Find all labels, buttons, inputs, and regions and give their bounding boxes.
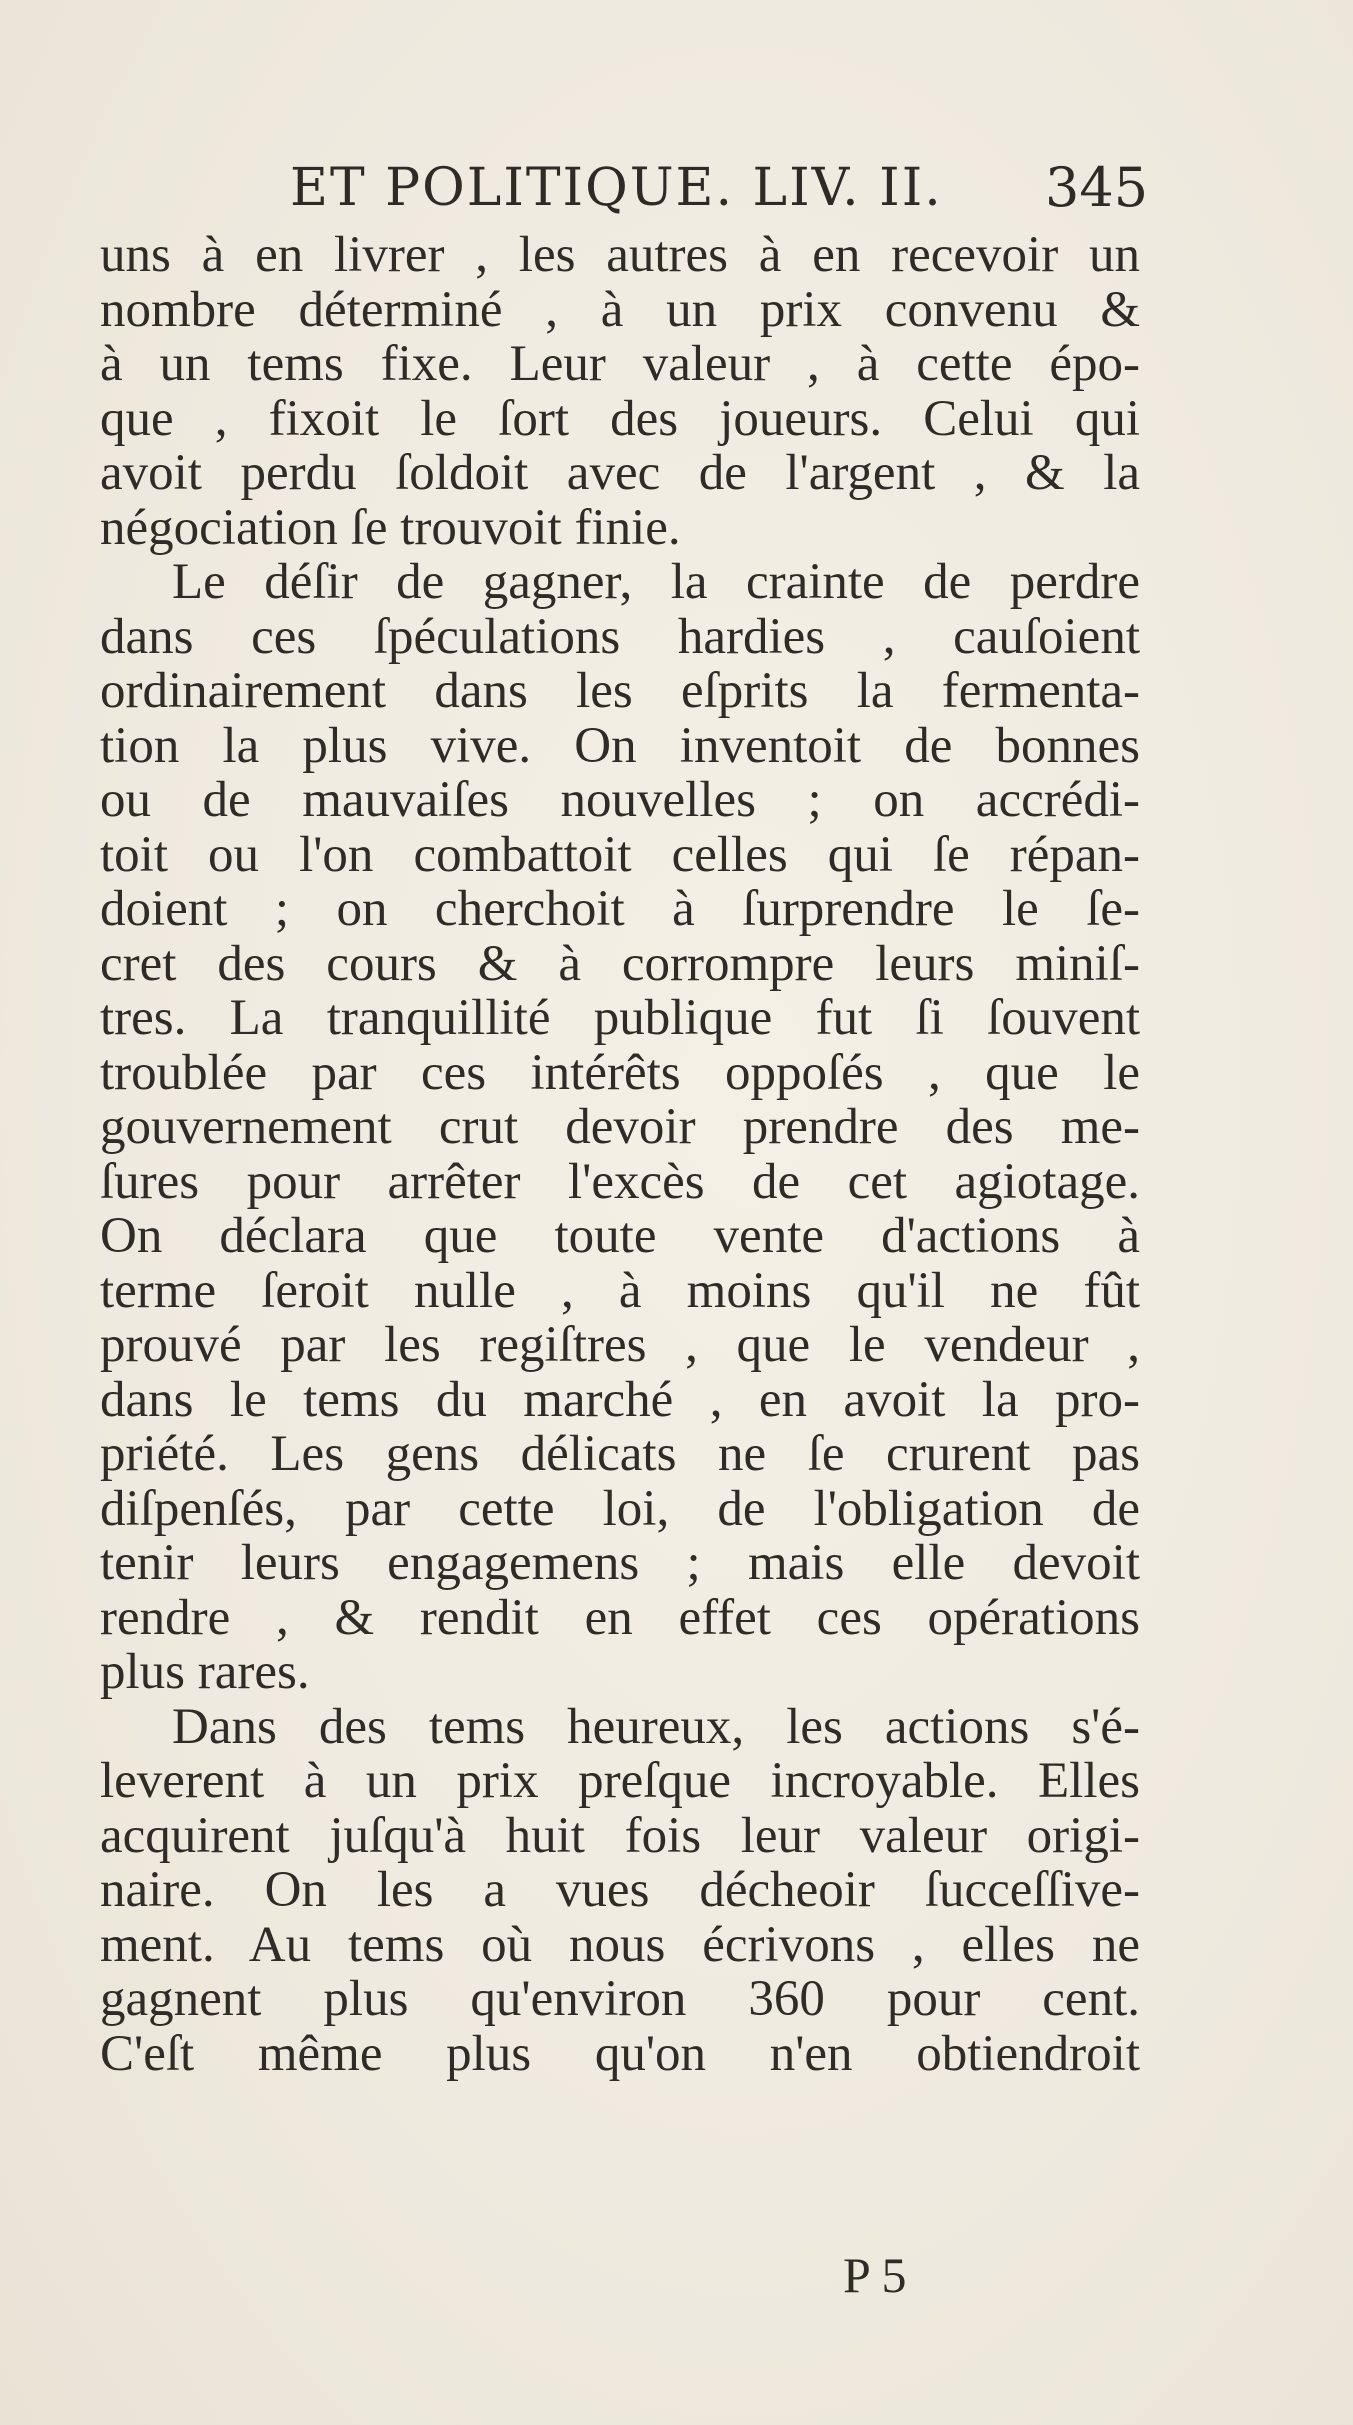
body-text [100,228,1140,2081]
text-line: plus rares. [100,1644,310,1700]
text-line: acquirent juſqu'à huit fois leur valeur origi- [100,1807,1140,1864]
text-line: dans le tems du marché , en avoit la pro- [100,1371,1140,1428]
text-line: avoit perdu ſoldoit avec de l'argent , & la [100,445,1140,501]
text-line: tion la plus vive. On inventoit de bonnes [100,717,1140,774]
running-head: ET POLITIQUE. LIV. II. [290,158,943,218]
text-line: C'eſt même plus qu'on n'en obtiendroit [100,2025,1140,2082]
text-line: tenir leurs engagemens ; mais elle devoit [100,1535,1140,1591]
text-line: nombre déterminé , à un prix convenu & [100,281,1140,338]
text-line: dans ces ſpéculations hardies , cauſoient [100,608,1140,665]
text-line: ſures pour arrêter l'excès de cet agiotage. [100,1153,1140,1210]
text-line: uns à en livrer , les autres à en recevoir un [100,227,1140,283]
text-line: gagnent plus qu'environ 360 pour cent. [100,1971,1140,2027]
text-line: diſpenſés, par cette loi, de l'obligation de [100,1480,1140,1537]
text-line: prouvé par les regiſtres , que le vendeur , [100,1317,1140,1373]
text-line: tres. La tranquillité publique fut ſi ſouvent [100,990,1140,1046]
page-number: 345 [1045,156,1149,219]
text-line: ou de mauvaiſes nouvelles ; on accrédi- [100,772,1140,828]
text-line: On déclara que toute vente d'actions à [100,1208,1140,1264]
text-line: terme ſeroit nulle , à moins qu'il ne fût [100,1262,1140,1319]
text-line: Dans des tems heureux, les actions s'é- [172,1698,1140,1755]
signature-mark: P 5 [843,2247,907,2303]
text-line: à un tems fixe. Leur valeur , à cette épo- [100,336,1140,392]
text-line: gouvernement crut devoir prendre des me- [100,1099,1140,1155]
text-line: toit ou l'on combattoit celles qui ſe répan- [100,826,1140,883]
text-line: Le déſir de gagner, la crainte de perdre [172,554,1140,610]
text-line: doient ; on cherchoit à ſurprendre le ſe- [100,881,1140,937]
page-header [290,148,1170,228]
text-line: négociation ſe trouvoit finie. [100,499,681,556]
text-line: que , fixoit le ſort des joueurs. Celui qui [100,390,1140,447]
text-line: cret des cours & à corrompre leurs miniſ- [100,935,1140,992]
text-line: ordinairement dans les eſprits la fermenta- [100,663,1140,719]
text-line: troublée par ces intérêts oppoſés , que le [100,1044,1140,1101]
text-line: priété. Les gens délicats ne ſe crurent pas [100,1426,1140,1482]
text-line: leverent à un prix preſque incroyable. Elles [100,1753,1140,1809]
text-line: naire. On les a vues décheoir ſucceſſive- [100,1862,1140,1918]
text-line: ment. Au tems où nous écrivons , elles ne [100,1916,1140,1973]
text-line: rendre , & rendit en effet ces opérations [100,1589,1140,1646]
